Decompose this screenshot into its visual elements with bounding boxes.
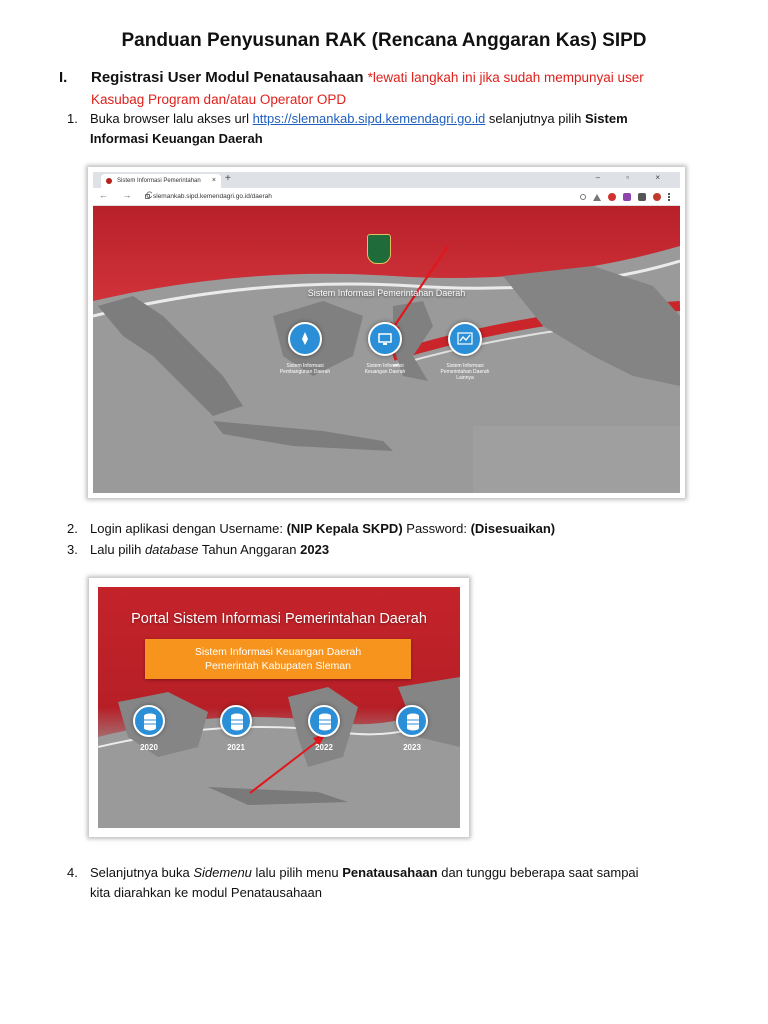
year-label: 2020 <box>140 743 158 752</box>
step-number: 1. <box>67 111 78 126</box>
sipd-url-link[interactable]: https://slemankab.sipd.kemendagri.go.id <box>252 111 486 126</box>
step-text: selanjutnya pilih <box>485 111 585 126</box>
portal-screenshot <box>89 578 469 837</box>
monitor-icon <box>377 331 393 347</box>
tab-title: Sistem Informasi Pemerintahan <box>117 178 201 184</box>
app-pembangunan-button[interactable] <box>288 322 322 356</box>
app-label: Sistem Informasi Pemerintahan Daerah Lainnya <box>440 363 490 381</box>
tab-bar <box>93 172 680 188</box>
step-number: 2. <box>67 521 78 536</box>
step-text: Password: <box>402 521 471 536</box>
database-icon <box>142 713 158 731</box>
star-icon[interactable] <box>593 194 601 201</box>
close-icon[interactable]: × <box>211 177 216 184</box>
address-bar <box>93 188 680 206</box>
section-number: I. <box>59 69 68 86</box>
step-bold: Informasi Keuangan Daerah <box>90 131 263 146</box>
browser-window <box>93 172 680 493</box>
search-icon[interactable] <box>580 194 586 200</box>
app-label: Sistem Informasi Keuangan Daerah <box>364 363 406 375</box>
step-bold: Penatausahaan <box>342 865 438 880</box>
step-text: lalu pilih menu <box>251 865 343 880</box>
step-number: 3. <box>67 542 78 557</box>
step-text: kita diarahkan ke modul Penatausahaan <box>90 885 322 900</box>
database-icon <box>317 713 333 731</box>
url-input[interactable] <box>143 191 503 203</box>
favicon-icon <box>106 178 112 184</box>
year-label: 2022 <box>315 743 333 752</box>
year-label: 2023 <box>403 743 421 752</box>
step-text: Buka browser lalu akses url <box>90 111 253 126</box>
app-label: Sistem Informasi Pembangunan Daerah <box>279 363 331 375</box>
nav-buttons[interactable]: ← → C <box>99 190 159 200</box>
avatar[interactable] <box>653 193 661 201</box>
step-bold: 2023 <box>300 542 330 557</box>
rocket-icon <box>297 331 313 347</box>
menu-icon[interactable] <box>668 193 670 201</box>
app-keuangan-button[interactable] <box>368 322 402 356</box>
year-label: 2021 <box>227 743 245 752</box>
section-title: Registrasi User Modul Penatausahaan <box>91 69 364 86</box>
extension-icon[interactable] <box>623 193 631 201</box>
section-note-1: *lewati langkah ini jika sudah mempunyai user <box>367 70 644 85</box>
page-viewport <box>93 206 680 493</box>
year-2023-button[interactable] <box>396 705 428 737</box>
step-italic: database <box>144 542 199 557</box>
extension-icon[interactable] <box>608 193 616 201</box>
puzzle-icon[interactable] <box>638 193 646 201</box>
step-text: Login aplikasi dengan Username: <box>90 521 287 536</box>
step-italic: Sidemenu <box>193 865 252 880</box>
portal-title: Portal Sistem Informasi Pemerintahan Daerah <box>131 611 427 627</box>
step-text: Lalu pilih <box>90 542 145 557</box>
section-note-2: Kasubag Program dan/atau Operator OPD <box>91 92 347 107</box>
url-text: slemankab.sipd.kemendagri.go.id/daerah <box>153 193 272 200</box>
year-2021-button[interactable] <box>220 705 252 737</box>
new-tab-button[interactable]: + <box>225 173 231 184</box>
app-lainnya-button[interactable] <box>448 322 482 356</box>
window-controls[interactable]: – ▫ × <box>595 173 672 182</box>
section-heading <box>59 67 699 111</box>
step-3 <box>67 540 697 560</box>
step-bold: (Disesuaikan) <box>470 521 556 536</box>
browser-tab[interactable] <box>101 174 221 188</box>
step-bold: Sistem <box>585 111 628 126</box>
step-4 <box>67 863 697 903</box>
step-2 <box>67 519 697 539</box>
sikd-banner[interactable] <box>145 639 411 679</box>
step-number: 4. <box>67 865 78 880</box>
toolbar-icons <box>580 189 670 205</box>
sipd-heading: Sistem Informasi Pemerintahan Daerah <box>307 288 466 298</box>
database-icon <box>229 713 245 731</box>
step-text: Tahun Anggaran <box>198 542 301 557</box>
step-text: dan tunggu beberapa saat sampai <box>437 865 639 880</box>
portal-page <box>98 587 460 828</box>
chart-icon <box>457 331 473 347</box>
banner-line: Pemerintah Kabupaten Sleman <box>205 660 351 672</box>
browser-screenshot <box>88 167 685 498</box>
lock-icon <box>145 194 150 199</box>
year-2020-button[interactable] <box>133 705 165 737</box>
page-title: Panduan Penyusunan RAK (Rencana Anggaran Kas) SIPD <box>121 30 647 51</box>
banner-line: Sistem Informasi Keuangan Daerah <box>194 646 362 658</box>
year-2022-button[interactable] <box>308 705 340 737</box>
step-text: Selanjutnya buka <box>90 865 194 880</box>
emblem-icon <box>367 234 391 264</box>
step-1 <box>67 109 697 149</box>
database-icon <box>405 713 421 731</box>
step-bold: (NIP Kepala SKPD) <box>286 521 403 536</box>
